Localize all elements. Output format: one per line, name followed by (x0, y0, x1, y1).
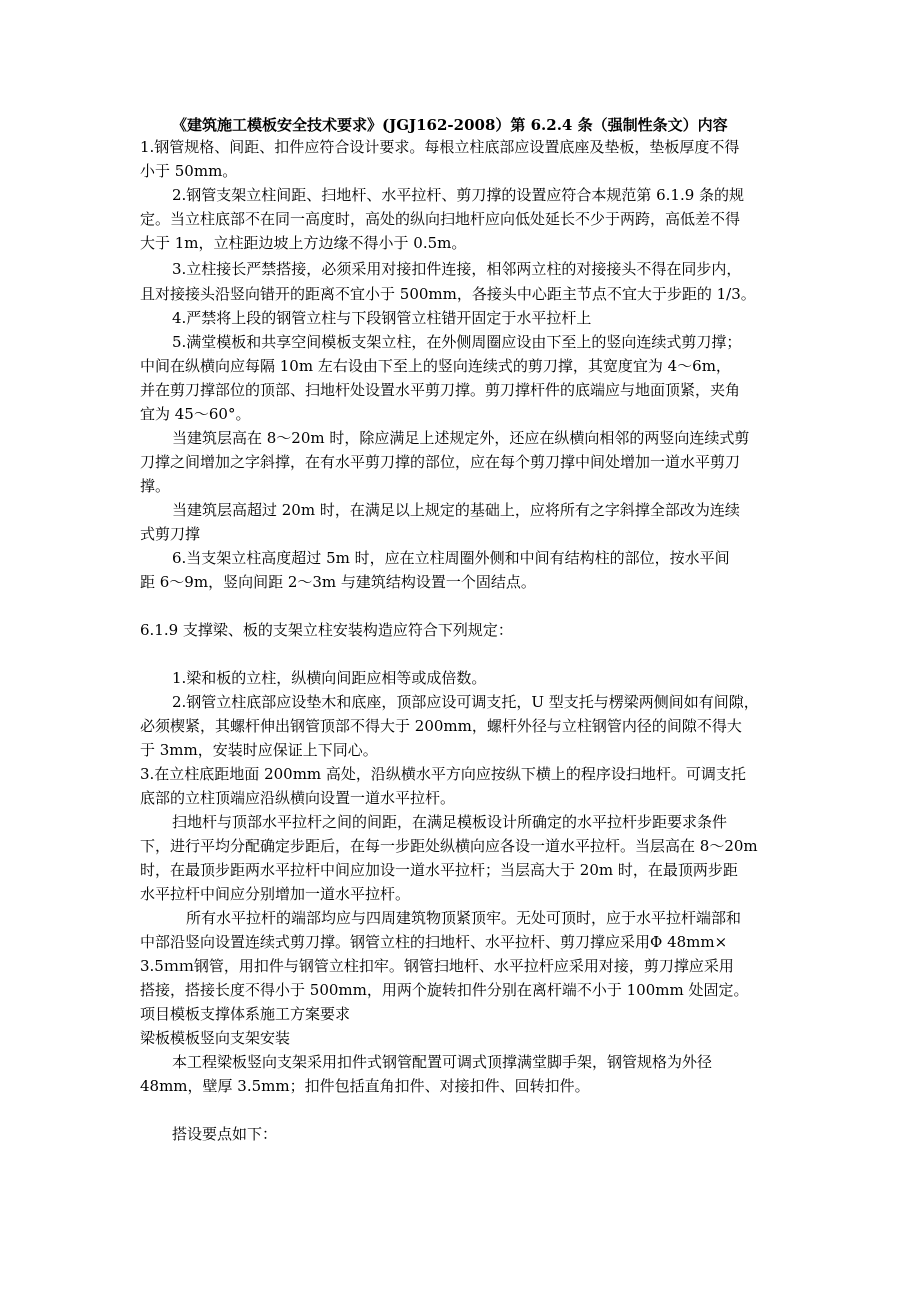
text-line: 式剪刀撑 (140, 525, 201, 543)
text-line: 当建筑层高在 8～20m 时，除应满足上述规定外，还应在纵横向相邻的两竖向连续式剪 (172, 429, 750, 447)
text-line: 大于 1m，立柱距边坡上方边缘不得小于 0.5m。 (140, 234, 467, 252)
text-line: 6.当支架立柱高度超过 5m 时，应在立柱周圈外侧和中间有结构柱的部位，按水平间 (172, 549, 730, 567)
text-line: 且对接接头沿竖向错开的距离不宜小于 500mm，各接头中心距主节点不宜大于步距的 1/3。 (140, 285, 756, 303)
text-line: 于 3mm，安装时应保证上下同心。 (140, 741, 378, 759)
text-line: 宜为 45～60°。 (140, 405, 251, 423)
text-line: 小于 50mm。 (140, 162, 238, 180)
text-line: 3.立柱接长严禁搭接，必须采用对接扣件连接，相邻两立柱的对接接头不得在同步内， (172, 260, 742, 278)
text-line: 3.在立柱底距地面 200mm 高处，沿纵横水平方向应按纵下横上的程序设扫地杆。可调支托 (140, 765, 746, 783)
document-title: 《建筑施工模板安全技术要求》(JGJ162-2008）第 6.2.4 条（强制性条文）内容 (172, 116, 728, 134)
text-line: 当建筑层高超过 20m 时，在满足以上规定的基础上，应将所有之字斜撑全部改为连续 (172, 501, 740, 519)
text-line: 1.钢管规格、间距、扣件应符合设计要求。每根立柱底部应设置底座及垫板，垫板厚度不得 (140, 138, 740, 156)
text-line: 撑。 (140, 477, 171, 495)
text-line: 2.钢管支架立柱间距、扫地杆、水平拉杆、剪刀撑的设置应符合本规范第 6.1.9 条的规 (172, 186, 745, 204)
text-line: 4.严禁将上段的钢管立柱与下段钢管立柱错开固定于水平拉杆上 (172, 309, 592, 327)
text-line: 水平拉杆中间应分别增加一道水平拉杆。 (140, 885, 411, 903)
text-line: 本工程梁板竖向支架采用扣件式钢管配置可调式顶撑满堂脚手架，钢管规格为外径 (172, 1053, 713, 1071)
text-line: 所有水平拉杆的端部均应与四周建筑物顶紧顶牢。无处可顶时，应于水平拉杆端部和 (186, 909, 742, 927)
text-line: 48mm，壁厚 3.5mm；扣件包括直角扣件、对接扣件、回转扣件。 (140, 1077, 590, 1095)
text-line: 2.钢管立柱底部应设垫木和底座，顶部应设可调支托，U 型支托与楞梁两侧间如有间隙， (172, 693, 759, 711)
text-line: 3.5ｍｍ钢管，用扣件与钢管立柱扣牢。钢管扫地杆、水平拉杆应采用对接，剪刀撑应采用 (140, 957, 734, 975)
text-line: 中部沿竖向设置连续式剪刀撑。钢管立柱的扫地杆、水平拉杆、剪刀撑应采用Φ 48mm× (140, 933, 728, 951)
text-line: 刀撑之间增加之字斜撑，在有水平剪刀撑的部位，应在每个剪刀撑中间处增加一道水平剪刀 (140, 453, 741, 471)
text-line: 1.梁和板的立柱，纵横向间距应相等或成倍数。 (172, 669, 487, 687)
text-line: 搭设要点如下： (172, 1125, 278, 1143)
text-line: 必须楔紧，其螺杆伸出钢管顶部不得大于 200mm，螺杆外径与立柱钢管内径的间隙不得大 (140, 717, 742, 735)
text-line: 底部的立柱顶端应沿纵横向设置一道水平拉杆。 (140, 789, 456, 807)
section-heading: 梁板模板竖向支架安装 (140, 1029, 291, 1047)
text-line: 并在剪刀撑部位的顶部、扫地杆处设置水平剪刀撑。剪刀撑杆件的底端应与地面顶紧，夹角 (140, 381, 741, 399)
text-line: 搭接，搭接长度不得小于 500mm，用两个旋转扣件分别在离杆端不小于 100mm 处固定。 (140, 981, 749, 999)
text-line: 5.满堂模板和共享空间模板支架立柱，在外侧周圈应设由下至上的竖向连续式剪刀撑； (172, 333, 742, 351)
text-line: 时，在最顶步距两水平拉杆中间应加设一道水平拉杆；当层高大于 20m 时，在最顶两步距 (140, 861, 738, 879)
section-heading: 6.1.9 支撑梁、板的支架立柱安装构造应符合下列规定： (140, 621, 513, 639)
text-line: 扫地杆与顶部水平拉杆之间的间距，在满足模板设计所确定的水平拉杆步距要求条件 (172, 813, 728, 831)
text-line: 定。当立柱底部不在同一高度时，高处的纵向扫地杆应向低处延长不少于两跨，高低差不得 (140, 210, 741, 228)
text-line: 下，进行平均分配确定步距后，在每一步距处纵横向应各设一道水平拉杆。当层高在 8～20m (140, 837, 758, 855)
section-heading: 项目模板支撑体系施工方案要求 (140, 1005, 351, 1023)
text-line: 中间在纵横向应每隔 10m 左右设由下至上的竖向连续式的剪刀撑，其宽度宜为 4～6m， (140, 357, 731, 375)
text-line: 距 6～9m，竖向间距 2～3m 与建筑结构设置一个固结点。 (140, 573, 536, 591)
